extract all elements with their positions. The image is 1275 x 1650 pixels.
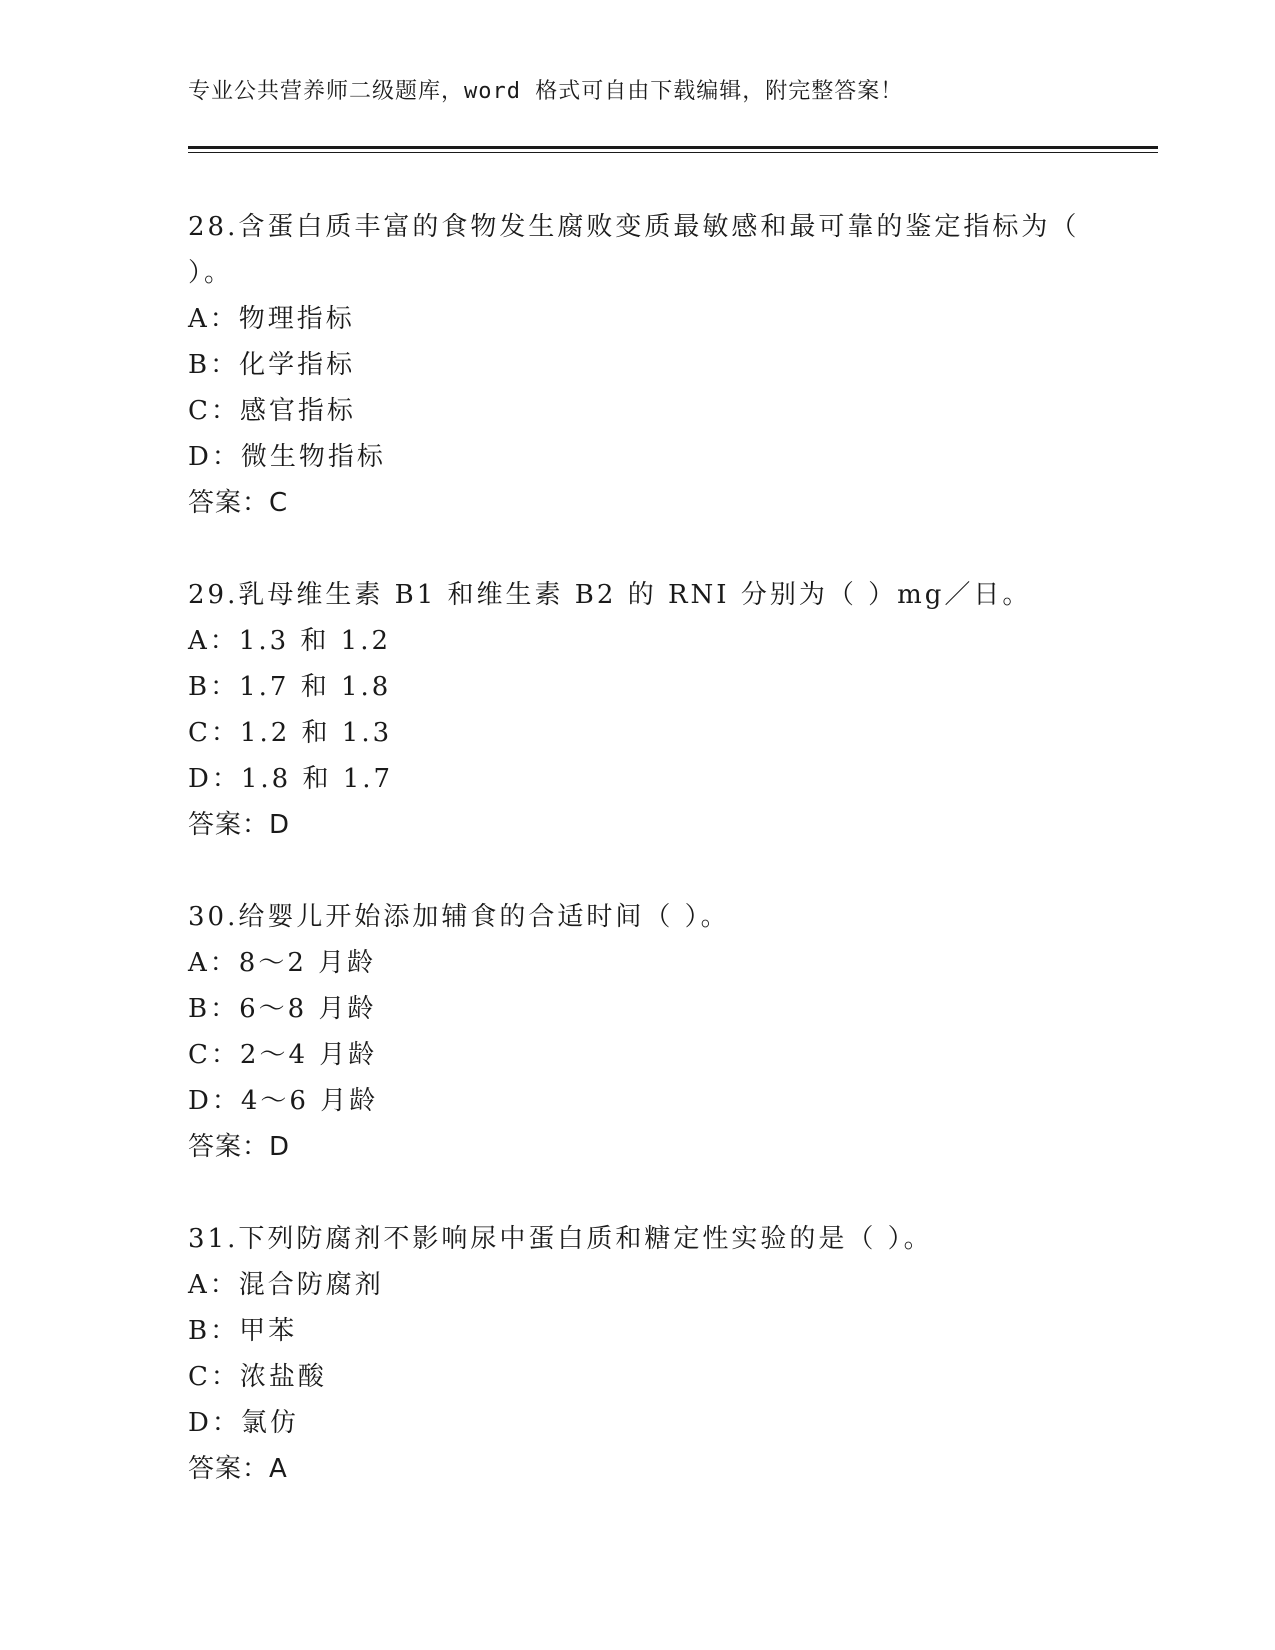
option-letter: B： xyxy=(188,1316,240,1346)
option-a xyxy=(188,1262,1088,1308)
option-c xyxy=(188,388,1088,434)
option-letter: D： xyxy=(188,764,241,794)
option-a xyxy=(188,296,1088,342)
option-text: 浓盐酸 xyxy=(239,1362,327,1392)
option-c xyxy=(188,710,1088,756)
option-d xyxy=(188,756,1088,802)
option-text: 氯仿 xyxy=(240,1408,299,1438)
answer-line: 答案：D xyxy=(188,810,291,840)
option-letter: D： xyxy=(188,442,241,472)
option-letter: C： xyxy=(188,1362,240,1392)
option-a xyxy=(188,940,1088,986)
answer-line: 答案：C xyxy=(188,488,289,518)
option-letter: C： xyxy=(188,396,240,426)
option-letter: C： xyxy=(188,1040,240,1070)
option-letter: A： xyxy=(188,304,239,334)
option-text: 感官指标 xyxy=(239,396,356,426)
option-letter: C： xyxy=(188,718,240,748)
option-b xyxy=(188,342,1088,388)
option-text: 1.7 和 1.8 xyxy=(239,672,392,702)
option-d xyxy=(188,1400,1088,1446)
option-letter: A： xyxy=(188,1270,239,1300)
answer-line: 答案：A xyxy=(188,1454,288,1484)
option-a xyxy=(188,618,1088,664)
header-divider xyxy=(188,146,1158,149)
header-text: 专业公共营养师二级题库，word 格式可自由下载编辑，附完整答案！ xyxy=(188,79,904,104)
option-text: 微生物指标 xyxy=(240,442,386,472)
option-letter: D： xyxy=(188,1086,241,1116)
option-text: 4～6 月龄 xyxy=(240,1086,379,1116)
question-30 xyxy=(188,894,1088,1170)
option-text: 1.8 和 1.7 xyxy=(240,764,394,794)
option-text: 2～4 月龄 xyxy=(239,1040,378,1070)
option-text: 物理指标 xyxy=(238,304,355,334)
option-b xyxy=(188,664,1088,710)
question-stem: 28.含蛋白质丰富的食物发生腐败变质最敏感和最可靠的鉴定指标为（ ）。 xyxy=(188,212,1080,288)
question-stem: 30.给婴儿开始添加辅食的合适时间（ ）。 xyxy=(188,902,730,932)
option-text: 8～2 月龄 xyxy=(238,948,377,978)
option-text: 1.2 和 1.3 xyxy=(239,718,393,748)
option-letter: A： xyxy=(188,948,239,978)
question-31 xyxy=(188,1216,1088,1492)
option-text: 6～8 月龄 xyxy=(239,994,377,1024)
option-d xyxy=(188,434,1088,480)
question-stem: 29.乳母维生素 B1 和维生素 B2 的 RNI 分别为（ ）mg／日。 xyxy=(188,580,1032,610)
question-29 xyxy=(188,572,1088,848)
option-letter: A： xyxy=(188,626,239,656)
option-d xyxy=(188,1078,1088,1124)
question-28 xyxy=(188,204,1088,526)
option-c xyxy=(188,1354,1088,1400)
option-letter: B： xyxy=(188,350,240,380)
option-letter: B： xyxy=(188,672,240,702)
option-c xyxy=(188,1032,1088,1078)
option-b xyxy=(188,986,1088,1032)
option-text: 混合防腐剂 xyxy=(238,1270,384,1300)
option-text: 化学指标 xyxy=(239,350,356,380)
option-text: 甲苯 xyxy=(239,1316,298,1346)
option-letter: B： xyxy=(188,994,240,1024)
option-b xyxy=(188,1308,1088,1354)
option-text: 1.3 和 1.2 xyxy=(238,626,392,656)
question-list xyxy=(188,204,1088,1538)
option-letter: D： xyxy=(188,1408,241,1438)
answer-line: 答案：D xyxy=(188,1132,291,1162)
question-stem: 31.下列防腐剂不影响尿中蛋白质和糖定性实验的是（ ）。 xyxy=(188,1224,933,1254)
